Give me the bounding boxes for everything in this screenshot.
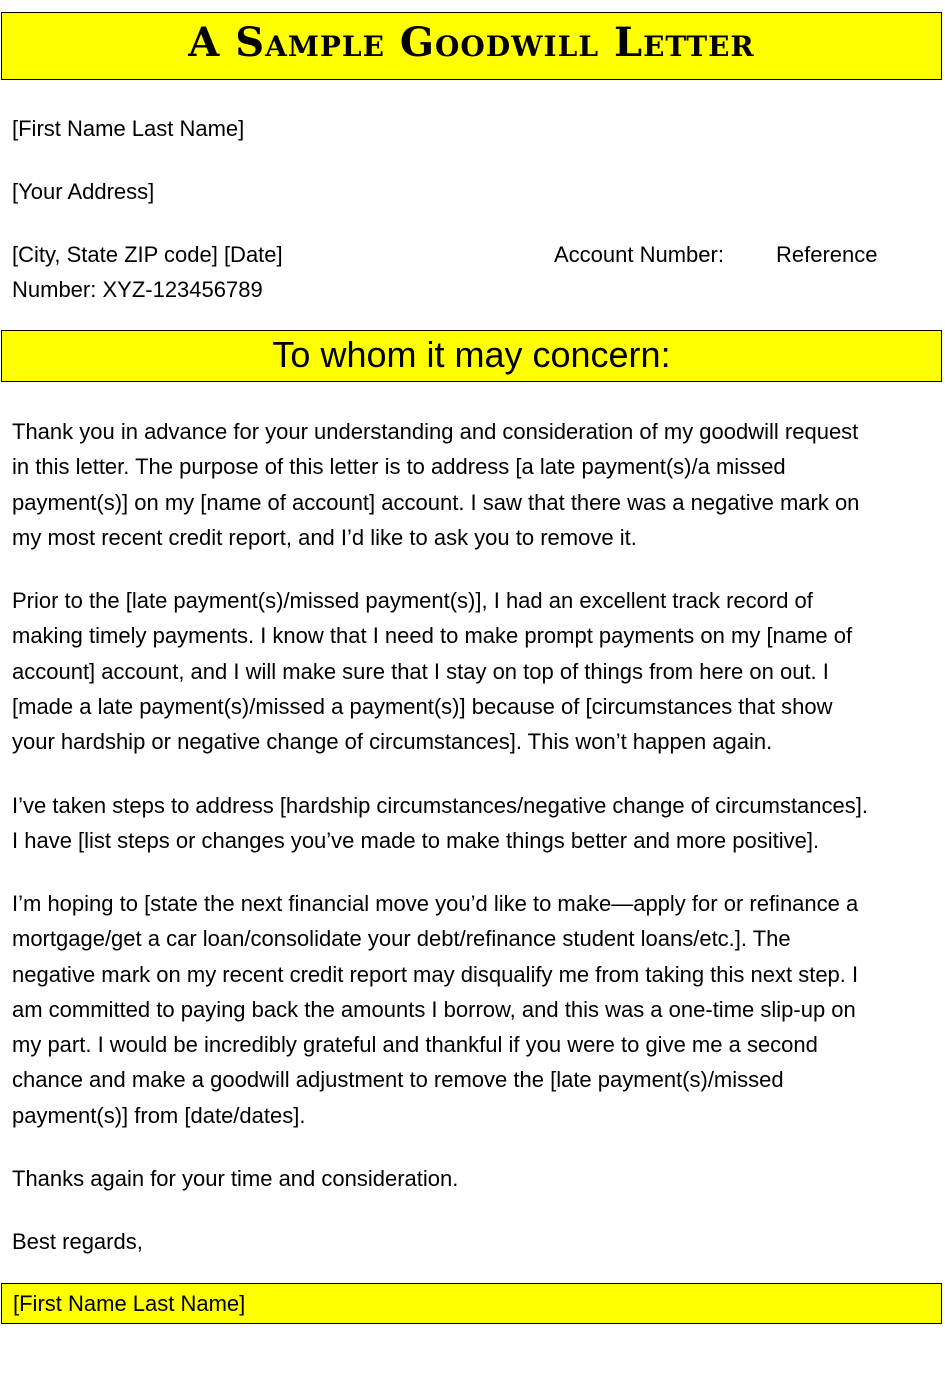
sender-city-date: [City, State ZIP code] [Date] xyxy=(12,242,283,267)
page-title: A Sample Goodwill Letter xyxy=(188,19,755,66)
sender-address: [Your Address] xyxy=(12,179,155,204)
paragraph-intro: Thank you in advance for your understanding and consideration of my goodwill request in this letter. The purpose of this letter is to address [a late payment(s)/a missed payment(s)] on my [name of account] account. I saw that there was a negative mark on my most recent credit report, and I’d like to ask you to remove it. xyxy=(12,419,860,550)
paragraph-history: Prior to the [late payment(s)/missed payment(s)], I had an excellent track record of making timely payments. I know that I need to make prompt payments on my [name of account] account, and I will make sure that I stay on top of things from here on out. I [made a late payment(s)/missed a payment(s)] because of [circumstances that show your hardship or negative change of circumstances]. This won’t happen again. xyxy=(12,588,853,755)
paragraph-steps: I’ve taken steps to address [hardship circumstances/negative change of circumstances]. I have [list steps or changes you’ve made to make things better and more positive]. xyxy=(12,793,868,854)
title-banner xyxy=(1,12,942,80)
paragraph-thanks: Thanks again for your time and consideration. xyxy=(12,1166,459,1191)
account-number-label: Account Number: xyxy=(554,242,724,267)
sender-name: [First Name Last Name] xyxy=(12,116,245,141)
reference-number: Number: XYZ-123456789 xyxy=(12,277,263,302)
paragraph-request: I’m hoping to [state the next financial move you’d like to make—apply for or refinance a mortgage/get a car loan/consolidate your debt/refinance student loans/etc.]. The negative mark on my recent credit report may disqualify me from taking this next step. I am committed to paying back the amounts I borrow, and this was a one-time slip-up on my part. I would be incredibly grateful and thankful if you were to give me a second chance and make a goodwill adjustment to remove the [late payment(s)/missed payment(s)] from [date/dates]. xyxy=(12,891,859,1128)
signature-banner xyxy=(1,1283,942,1324)
closing: Best regards, xyxy=(12,1229,143,1254)
signature-name: [First Name Last Name] xyxy=(13,1290,246,1316)
salutation: To whom it may concern: xyxy=(272,334,671,375)
reference-label: Reference xyxy=(776,242,878,267)
salutation-banner xyxy=(1,330,942,382)
